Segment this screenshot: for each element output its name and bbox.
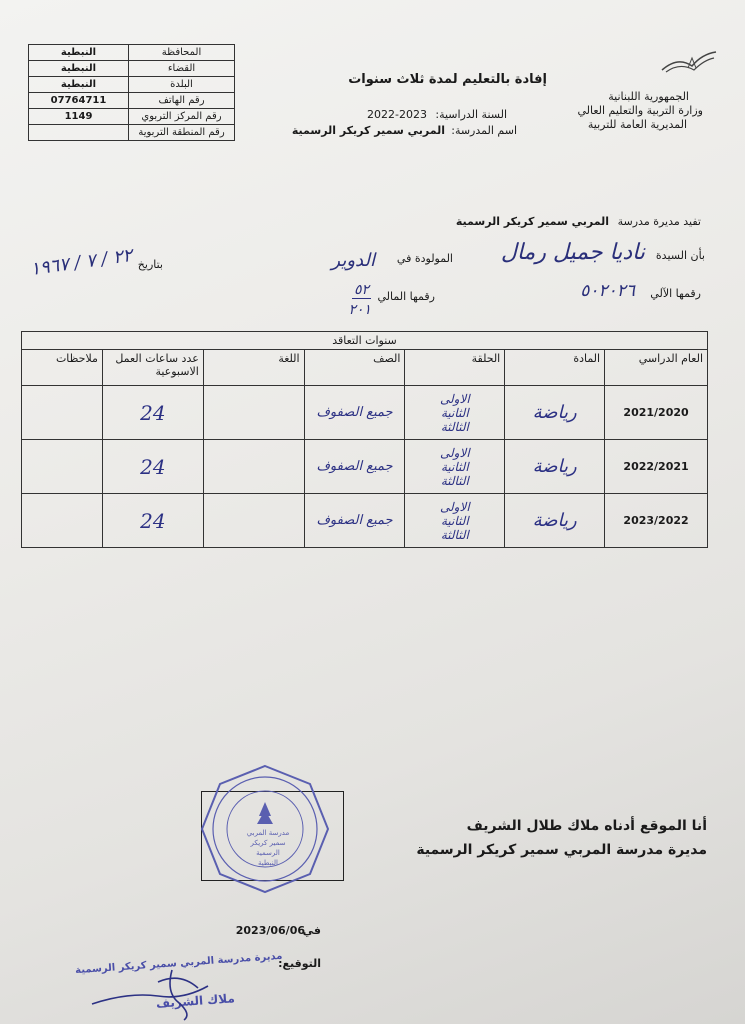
info-label: المحافظة: [129, 45, 235, 61]
subject-cell: رياضة: [505, 494, 605, 548]
language-cell: [203, 386, 304, 440]
ministry-logo-icon: [658, 48, 718, 76]
table-row: [22, 440, 708, 494]
info-value: 1149: [29, 109, 129, 125]
info-row: [29, 109, 235, 125]
table-row: [22, 386, 708, 440]
cycles-cell: [405, 494, 505, 548]
contract-years-table: [21, 331, 708, 548]
info-label: البلدة: [129, 77, 235, 93]
notes-cell: [22, 440, 103, 494]
signature-label: التوقيع:: [278, 957, 321, 970]
info-value: النبطية: [29, 77, 129, 93]
mrs-name-handwritten: ناديا جميل رمال: [500, 240, 645, 265]
school-value: المربي سمير كريكر الرسمية: [291, 124, 445, 137]
born-place-handwritten: الدوير: [331, 250, 375, 271]
notes-cell: [22, 386, 103, 440]
header-ministry: وزارة التربية والتعليم العالي: [577, 104, 703, 117]
info-value: [29, 125, 129, 141]
info-row: [29, 77, 235, 93]
auto-number-label: رقمها الآلي: [650, 287, 701, 300]
year-cell: 2023/2022: [605, 494, 708, 548]
seal-line1: مدرسة المربي: [246, 829, 290, 837]
column-header: اللغة: [203, 350, 304, 386]
column-header: الصف: [304, 350, 405, 386]
date-label: بتاريخ: [137, 258, 163, 271]
financial-number-bottom: ٢٠١: [348, 302, 371, 318]
year-cell: 2022/2021: [605, 440, 708, 494]
intro-label: تفيد مديرة مدرسة: [617, 215, 701, 228]
born-label: المولودة في: [396, 252, 453, 265]
header-republic: الجمهورية اللبنانية: [608, 90, 689, 103]
header-directorate: المديرية العامة للتربية: [587, 118, 687, 131]
location-info-table: [28, 44, 235, 141]
handwritten-signature-icon: [88, 962, 238, 1022]
birth-date-handwritten: ٢٢ / ٧ / ١٩٦٧: [29, 244, 134, 281]
signature-stamp-line1: مديرة مدرسة المربي سمير كريكر الرسمية: [75, 950, 284, 977]
signature-stamp-line2: ملاك الشريف: [155, 991, 236, 1011]
financial-number-top: ٥٢: [353, 282, 369, 298]
year-label: السنة الدراسية:: [435, 108, 507, 121]
cycles-cell: [405, 440, 505, 494]
auto-number-value: ٥٠٢٠٢٦: [580, 281, 635, 301]
grade-cell: جميع الصفوف: [304, 440, 405, 494]
hours-cell: 24: [102, 494, 203, 548]
year-value: 2022-2023: [367, 108, 427, 121]
column-header: العام الدراسي: [605, 350, 708, 386]
column-header: الحلقة: [405, 350, 505, 386]
mrs-label: بأن السيدة: [655, 249, 705, 262]
subject-cell: رياضة: [505, 386, 605, 440]
column-header: المادة: [505, 350, 605, 386]
column-header: عدد ساعات العمل الاسبوعية: [102, 350, 203, 386]
info-label: رقم المركز التربوي: [129, 109, 235, 125]
seal-text: [238, 828, 298, 868]
info-label: رقم الهاتف: [129, 93, 235, 109]
seal-line2: سمير كريكر الرسمية: [250, 839, 286, 857]
info-value: النبطية: [29, 61, 129, 77]
grade-cell: جميع الصفوف: [304, 386, 405, 440]
footer-date-value: 2023/06/06: [235, 924, 305, 937]
school-label: اسم المدرسة:: [451, 124, 517, 137]
cycle-item: الثانية: [441, 405, 469, 420]
table-title: سنوات التعاقد: [22, 332, 708, 350]
notes-cell: [22, 494, 103, 548]
info-value: النبطية: [29, 45, 129, 61]
cycle-item: الثالثة: [440, 419, 469, 434]
info-row: [29, 45, 235, 61]
cycle-item: الاولى: [440, 445, 470, 460]
language-cell: [203, 440, 304, 494]
year-cell: 2021/2020: [605, 386, 708, 440]
subject-cell: رياضة: [505, 440, 605, 494]
info-row: [29, 125, 235, 141]
hours-cell: 24: [102, 440, 203, 494]
language-cell: [203, 494, 304, 548]
signer-line2: مديرة مدرسة المربي سمير كريكر الرسمية: [416, 842, 707, 858]
cycle-item: الثالثة: [440, 527, 469, 542]
grade-cell: جميع الصفوف: [304, 494, 405, 548]
hours-cell: 24: [102, 386, 203, 440]
signer-line1: أنا الموقع أدناه ملاك طلال الشريف: [466, 818, 707, 834]
cycle-item: الاولى: [440, 391, 470, 406]
financial-number-label: رقمها المالي: [377, 290, 435, 303]
cycle-item: الاولى: [440, 499, 470, 514]
info-label: رقم المنطقة التربوية: [129, 125, 235, 141]
footer-date-label: في: [302, 924, 321, 937]
table-row: [22, 494, 708, 548]
info-value: 07764711: [29, 93, 129, 109]
cycle-item: الثانية: [441, 513, 469, 528]
info-label: القضاء: [129, 61, 235, 77]
info-row: [29, 61, 235, 77]
info-row: [29, 93, 235, 109]
seal-line3: النبطية: [258, 859, 278, 867]
cycle-item: الثانية: [441, 459, 469, 474]
cycles-cell: [405, 386, 505, 440]
column-header: ملاحظات: [22, 350, 103, 386]
intro-school: المربي سمير كريكر الرسمية: [455, 215, 609, 228]
cycle-item: الثالثة: [440, 473, 469, 488]
document-title: إفادة بالتعليم لمدة ثلاث سنوات: [348, 72, 547, 87]
